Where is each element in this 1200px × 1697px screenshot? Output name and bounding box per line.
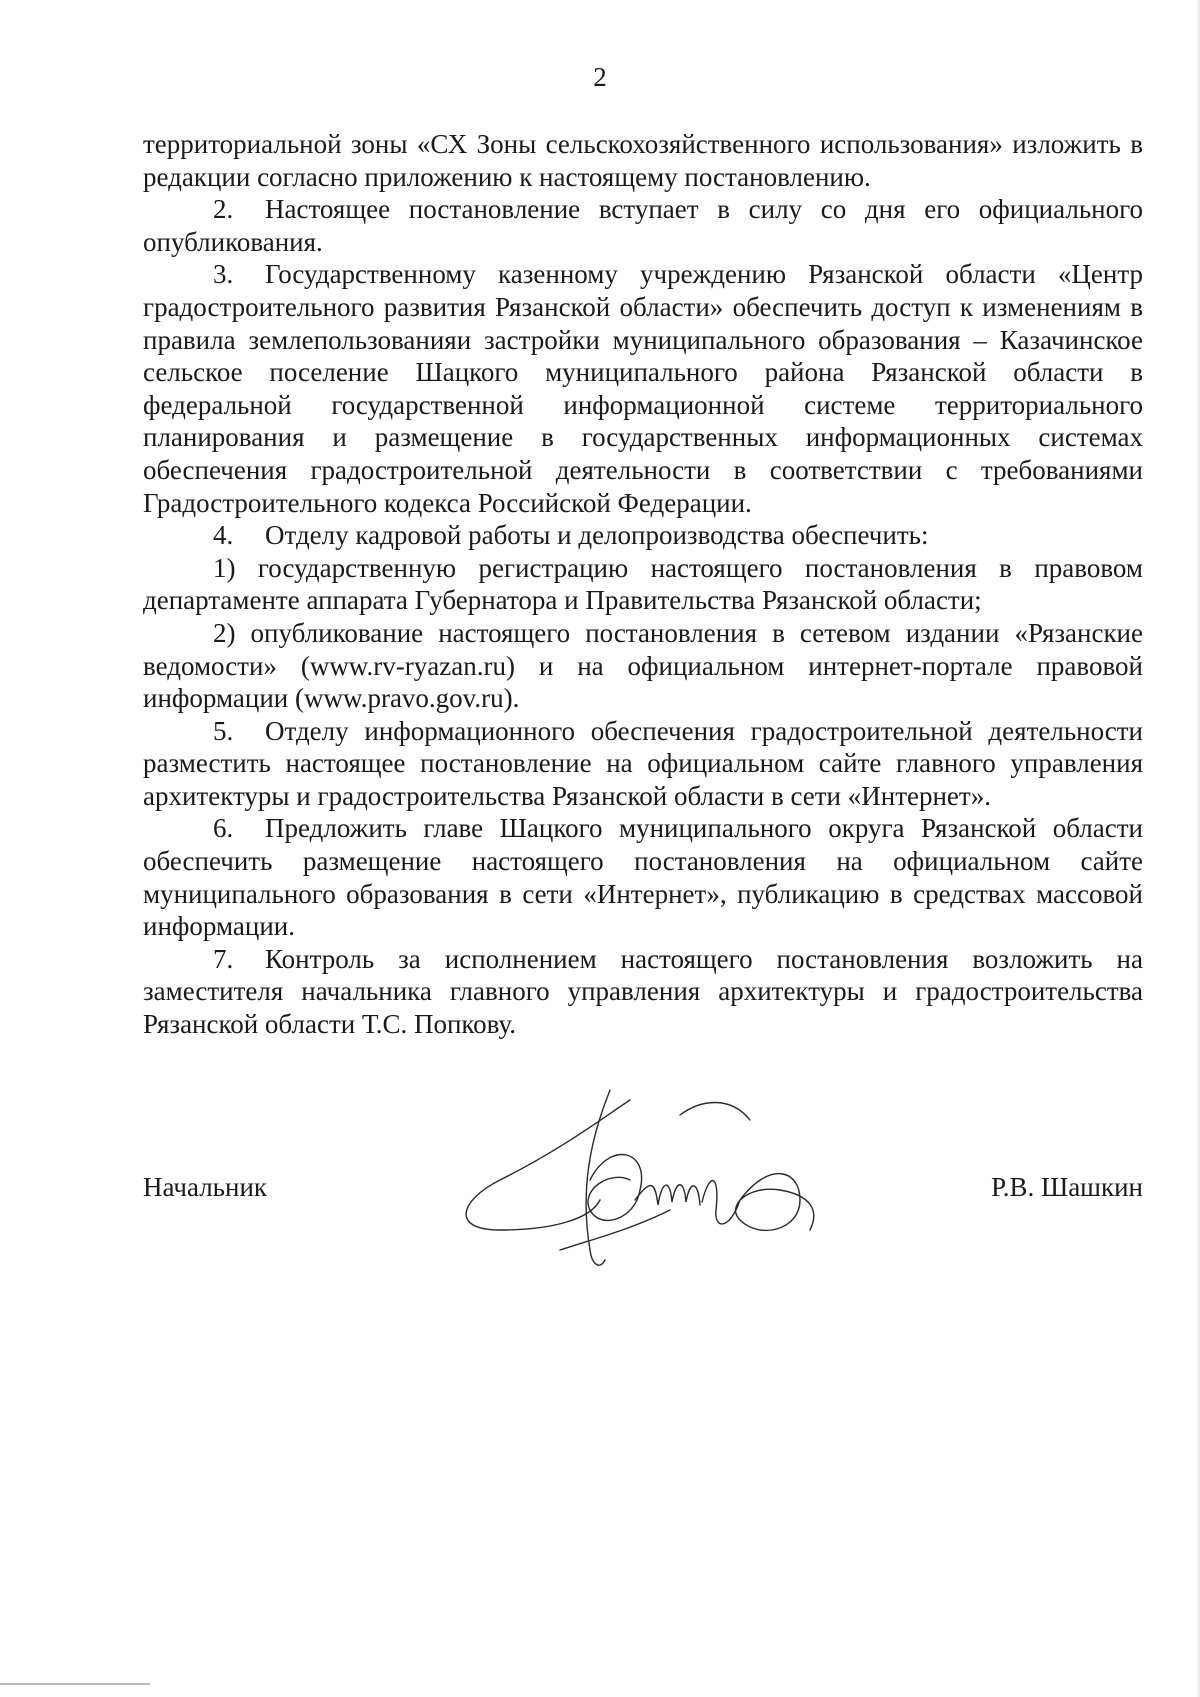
paragraph-number: 7.	[213, 943, 234, 974]
paragraph-item-2	[143, 193, 1143, 258]
paragraph-continuation	[143, 128, 1143, 193]
paragraph-item-4	[143, 519, 1143, 552]
page-number: 2	[593, 62, 607, 92]
signatory-name: Р.В. Шашкин	[991, 1172, 1143, 1202]
paragraph-number: 2.	[213, 194, 234, 225]
paragraph-number: 5.	[213, 715, 234, 746]
document-body	[143, 128, 1143, 1041]
paragraph-item-5	[143, 715, 1143, 813]
paragraph-text: Государственному казенному учреждению Рязанской области «Центр градостроительного развития Рязанской области» обеспечить доступ к изменениям в правила землепользованияи застройки муниципального образования – Казачинское сельское поселение Шацкого муниципального района Рязанской области в федеральной государственной информационной системе территориального планирования и размещение в государственных информационных системах обеспечения градостроительной деятельности в соответствии с требованиями Градостроительного кодекса Российской Федерации.	[143, 259, 1143, 518]
scan-artifact	[0, 1683, 150, 1685]
paragraph-text: Настоящее постановление вступает в силу со дня его официального опубликования.	[143, 194, 1143, 257]
signatory-title: Начальник	[143, 1172, 268, 1202]
paragraph-text: 2) опубликование настоящего постановления в сетевом издании «Рязанские ведомости» (www.rv-ryazan.ru) и на официальном интернет-портале правовой информации (www.pravo.gov.ru).	[143, 617, 1143, 714]
paragraph-number: 3.	[213, 259, 234, 290]
paragraph-text: 1) государственную регистрацию настоящего постановления в правовом департаменте аппарата Губернатора и Правительства Рязанской области;	[143, 552, 1143, 616]
paragraph-number: 4.	[213, 520, 234, 551]
scan-edge	[1196, 0, 1200, 1697]
paragraph-text: Предложить главе Шацкого муниципального округа Рязанской области обеспечить размещение настоящего постановления на официальном сайте муниципального образования в сети «Интернет», публикацию в средствах массовой информации.	[143, 813, 1143, 942]
paragraph-item-7	[143, 943, 1143, 1041]
paragraph-number: 6.	[213, 813, 234, 844]
subitem-1	[143, 552, 1143, 617]
paragraph-text: территориальной зоны «СХ Зоны сельскохозяйственного использования» изложить в редакции согласно приложению к настоящему постановлению.	[143, 129, 1143, 192]
paragraph-text: Отделу информационного обеспечения градостроительной деятельности разместить настоящее постановление на официальном сайте главного управления архитектуры и градостроительства Рязанской области в сети «Интернет».	[143, 715, 1143, 811]
paragraph-item-3	[143, 258, 1143, 519]
paragraph-text: Контроль за исполнением настоящего постановления возложить на заместителя начальника главного управления архитектуры и градостроительства Рязанской области Т.С. Попкову.	[143, 943, 1143, 1040]
paragraph-item-6	[143, 812, 1143, 942]
subitem-2	[143, 617, 1143, 715]
paragraph-text: Отделу кадровой работы и делопроизводства обеспечить:	[265, 520, 929, 551]
signature-block	[143, 1172, 1143, 1212]
